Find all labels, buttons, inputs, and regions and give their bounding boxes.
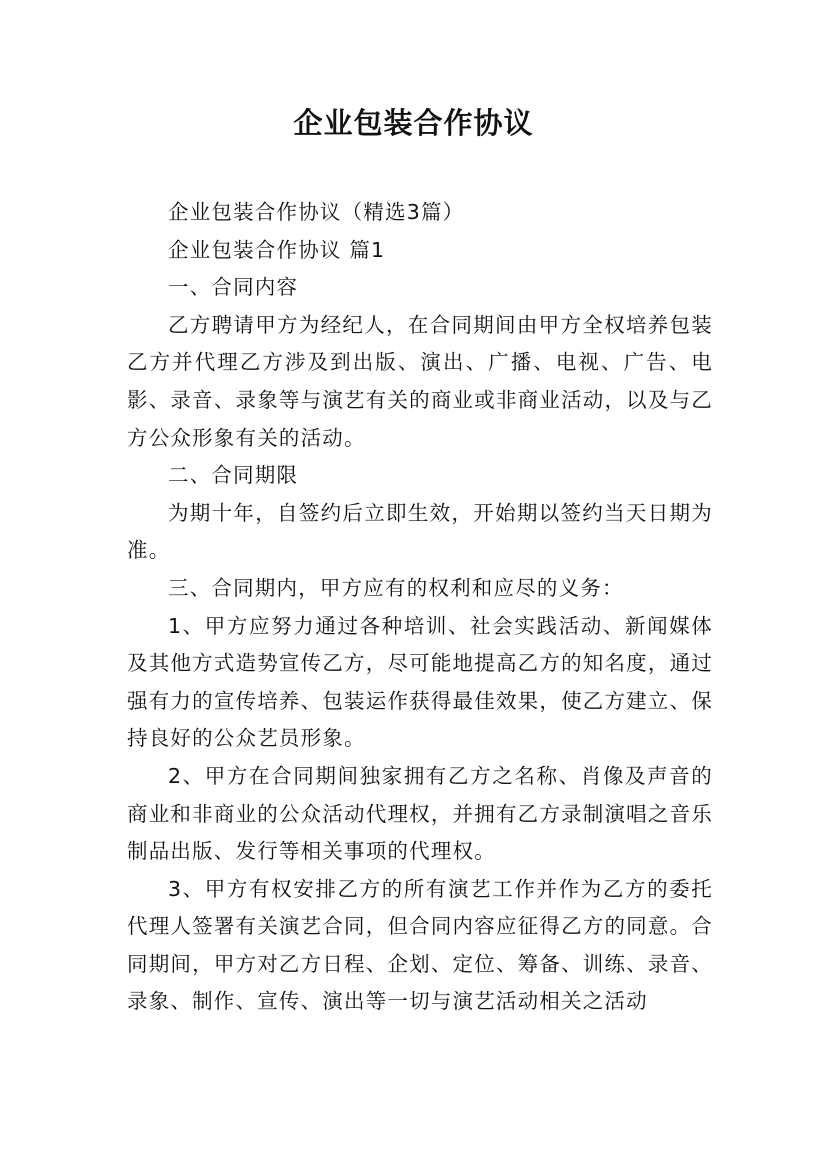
clause-heading: 三、合同期内，甲方应有的权利和应尽的义务： (168, 575, 624, 600)
body-paragraph: 1、甲方应努力通过各种培训、社会实践活动、新闻媒体及其他方式造势宣传乙方，尽可能地提高乙方的知名度，通过强有力的宣传培养、包装运作获得最佳效果，使乙方建立、保持良好的公众艺员形象。 (127, 613, 713, 751)
clause-heading: 一、合同内容 (168, 275, 299, 300)
body-paragraph: 2、甲方在合同期间独家拥有乙方之名称、肖像及声音的商业和非商业的公众活动代理权，并拥有乙方录制演唱之音乐制品出版、发行等相关事项的代理权。 (127, 763, 713, 864)
body-paragraph: 为期十年，自签约后立即生效，开始期以签约当天日期为准。 (127, 500, 713, 563)
clause-heading: 二、合同期限 (168, 463, 299, 488)
document-body (127, 194, 713, 1021)
document-title: 企业包装合作协议 (293, 106, 534, 140)
body-paragraph: 3、甲方有权安排乙方的所有演艺工作并作为乙方的委托代理人签署有关演艺合同，但合同内容应征得乙方的同意。合同期间，甲方对乙方日程、企划、定位、筹备、训练、录音、录象、制作、宣传、演出等一切与演艺活动相关之活动 (127, 876, 713, 1014)
body-paragraph: 乙方聘请甲方为经纪人，在合同期间由甲方全权培养包装乙方并代理乙方涉及到出版、演出、广播、电视、广告、电影、录音、录象等与演艺有关的商业或非商业活动，以及与乙方公众形象有关的活动。 (127, 312, 713, 450)
subtitle-paragraph: 企业包装合作协议（精选3篇） (168, 200, 465, 224)
section-heading: 企业包装合作协议 篇1 (168, 237, 386, 262)
